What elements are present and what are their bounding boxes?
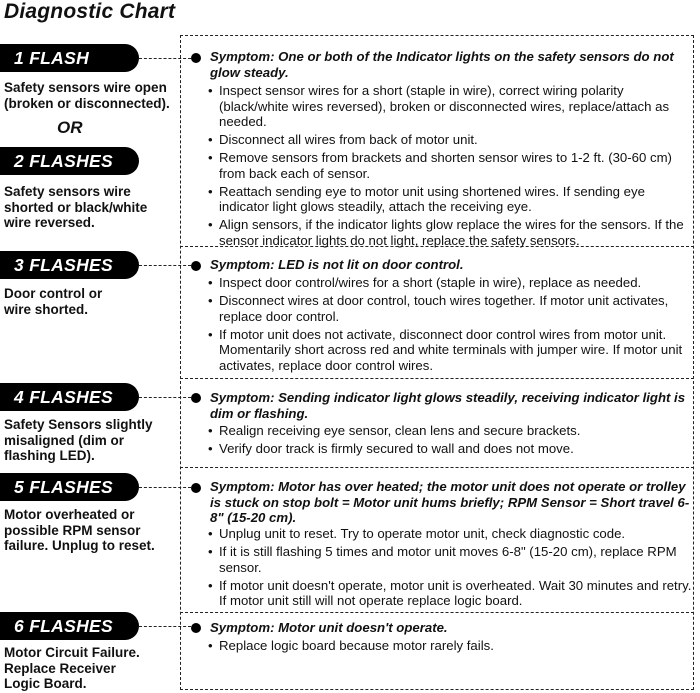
flash-tag-4: 4 FLASHES xyxy=(0,383,139,411)
remedy-list-1 xyxy=(208,83,692,251)
symptom-heading-6: Symptom: Motor unit doesn't operate. xyxy=(210,620,448,635)
remedy-list-6 xyxy=(208,638,692,656)
list-item: • Disconnect wires at door control, touch wires together. If motor unit activates, replace door control. xyxy=(208,293,692,324)
list-item: • Replace logic board because motor rarely fails. xyxy=(208,638,692,654)
separator-line xyxy=(180,378,694,379)
separator-line xyxy=(180,612,694,613)
list-item: • If motor unit does not activate, disconnect door control wires from motor unit. Momentarily short across red and white terminals with jumper wire. If motor unit activates, replace door control wires. xyxy=(208,327,692,374)
list-item: • Realign receiving eye sensor, clean lens and secure brackets. xyxy=(208,423,692,439)
bullet-dot-icon xyxy=(191,483,201,493)
remedy-list-5 xyxy=(208,526,692,611)
list-item: • Unplug unit to reset. Try to operate motor unit, check diagnostic code. xyxy=(208,526,692,542)
symptom-heading-1: Symptom: One or both of the Indicator lights on the safety sensors do not glow steady. xyxy=(210,49,674,80)
remedy-list-4 xyxy=(208,423,692,459)
flash-tag-2: 2 FLASHES xyxy=(0,147,139,175)
bullet-dot-icon xyxy=(191,393,201,403)
remedy-list-3 xyxy=(208,275,692,376)
list-item: • Align sensors, if the indicator lights glow replace the wires for the sensors. If the sensor indicator lights do not light, replace the safety sensors. xyxy=(208,217,692,248)
list-item: • Reattach sending eye to motor unit using shortened wires. If sending eye indicator light glows steadily, attach the receiving eye. xyxy=(208,184,692,215)
list-item: • Remove sensors from brackets and shorten sensor wires to 1-2 ft. (30-60 cm) from back each of sensor. xyxy=(208,150,692,181)
flash-description-5: Motor overheated or possible RPM sensor failure. Unplug to reset. xyxy=(4,507,155,553)
flash-description-3: Door control or wire shorted. xyxy=(4,286,103,317)
flash-tag-6: 6 FLASHES xyxy=(0,612,139,640)
list-item: • If it is still flashing 5 times and motor unit moves 6-8" (15-20 cm), replace RPM sensor. xyxy=(208,544,692,575)
flash-description-4: Safety Sensors slightly misaligned (dim or flashing LED). xyxy=(4,417,153,463)
flash-tag-5: 5 FLASHES xyxy=(0,473,139,501)
flash-tag-3: 3 FLASHES xyxy=(0,251,139,279)
list-item: • If motor unit doesn't operate, motor unit is overheated. Wait 30 minutes and retry. If motor unit still will not operate replace logic board. xyxy=(208,578,692,609)
bullet-dot-icon xyxy=(191,261,201,271)
list-item: • Verify door track is firmly secured to wall and does not move. xyxy=(208,441,692,457)
flash-tag-1: 1 FLASH xyxy=(0,44,139,72)
or-label: OR xyxy=(57,118,83,137)
separator-line xyxy=(180,467,694,468)
flash-description-1: Safety sensors wire open (broken or disconnected). xyxy=(4,80,170,111)
symptom-heading-3: Symptom: LED is not lit on door control. xyxy=(210,257,464,272)
flash-description-2: Safety sensors wire shorted or black/white wire reversed. xyxy=(4,184,148,230)
flash-description-6: Motor Circuit Failure. Replace Receiver Logic Board. xyxy=(4,645,140,691)
list-item: • Inspect door control/wires for a short (staple in wire), replace as needed. xyxy=(208,275,692,291)
bullet-dot-icon xyxy=(191,53,201,63)
symptom-heading-4: Symptom: Sending indicator light glows steadily, receiving indicator light is dim or flashing. xyxy=(210,390,686,421)
page-title: Diagnostic Chart xyxy=(4,0,176,23)
symptom-heading-5: Symptom: Motor has over heated; the motor unit does not operate or trolley is stuck on stop bolt = Motor unit hums briefly; RPM Sensor = Short travel 6-8" (15-20 cm). xyxy=(210,479,690,525)
list-item: • Disconnect all wires from back of motor unit. xyxy=(208,132,692,148)
bullet-dot-icon xyxy=(191,623,201,633)
list-item: • Inspect sensor wires for a short (staple in wire), correct wiring polarity (black/white wires reversed), broken or disconnected wires, replace/attach as needed. xyxy=(208,83,692,130)
